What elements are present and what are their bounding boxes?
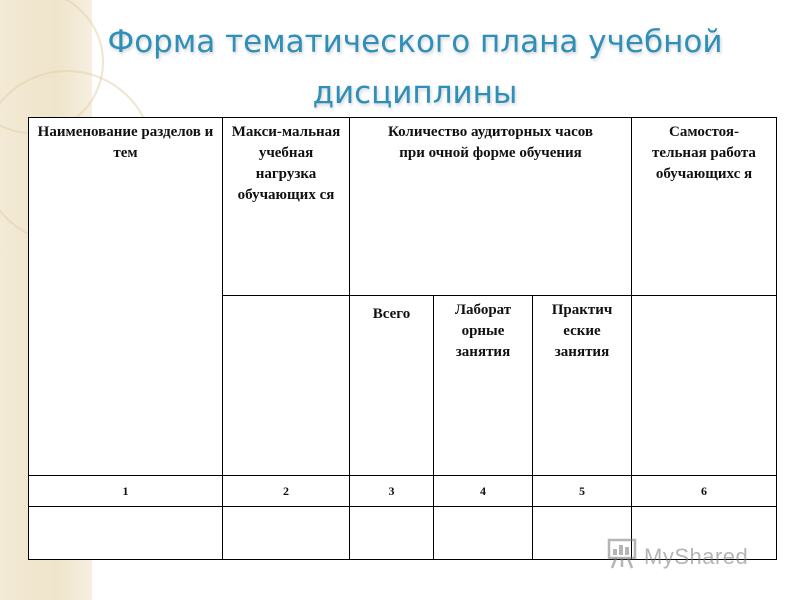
header-section-names: Наименование разделов и тем bbox=[29, 118, 223, 476]
header-independent-work: Самостоя-тельная работа обучающихс я bbox=[632, 118, 777, 296]
page-title-line1: Форма тематического плана учебной bbox=[107, 24, 723, 60]
empty-cell bbox=[29, 507, 223, 560]
header-classroom-hours: Количество аудиторных часов при очной форме обучения bbox=[350, 118, 632, 296]
column-number: 6 bbox=[632, 476, 777, 507]
thematic-plan-table bbox=[28, 117, 777, 560]
empty-cell bbox=[223, 507, 350, 560]
page-title-line2: дисциплины bbox=[312, 75, 518, 111]
column-number: 2 bbox=[223, 476, 350, 507]
header-max-load: Макси-мальная учебная нагрузка обучающих ся bbox=[223, 118, 350, 296]
column-number: 3 bbox=[350, 476, 434, 507]
column-number: 5 bbox=[533, 476, 632, 507]
empty-cell bbox=[223, 296, 350, 476]
subheader-practical-classes: Практич еские занятия bbox=[533, 296, 632, 476]
subheader-lab-classes: Лаборат орные занятия bbox=[434, 296, 533, 476]
empty-cell bbox=[632, 296, 777, 476]
empty-cell bbox=[434, 507, 533, 560]
watermark bbox=[606, 537, 748, 576]
presentation-board-icon bbox=[606, 537, 640, 576]
column-number: 1 bbox=[29, 476, 223, 507]
watermark-brand: MyShared bbox=[644, 543, 749, 569]
empty-cell bbox=[350, 507, 434, 560]
column-number: 4 bbox=[434, 476, 533, 507]
subheader-total: Всего bbox=[350, 296, 434, 476]
